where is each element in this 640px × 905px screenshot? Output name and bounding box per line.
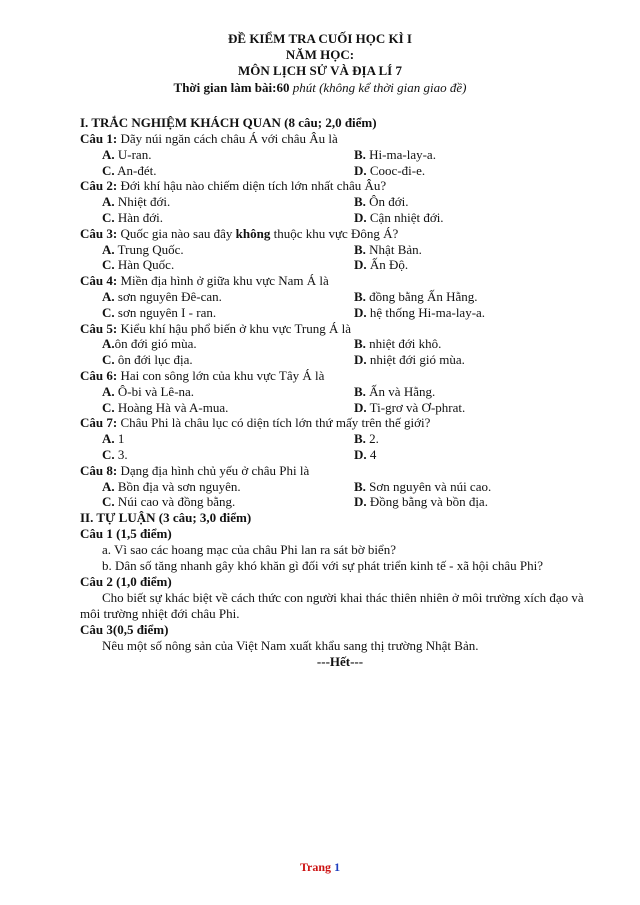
exam-header	[0, 31, 640, 96]
time-note: phút (không kể thời gian giao đề)	[289, 80, 467, 95]
exam-content	[80, 115, 600, 670]
page-number: 1	[334, 860, 341, 874]
option-c	[102, 210, 354, 226]
option-letter: C.	[102, 352, 115, 368]
option-text: Trung Quốc.	[114, 241, 184, 257]
option-letter: D.	[354, 494, 367, 510]
option-letter: A.	[102, 431, 115, 447]
option-a	[102, 289, 354, 305]
option-text: Hàn đới.	[114, 209, 164, 225]
option-text: 4	[366, 446, 377, 462]
subject-title: MÔN LỊCH SỬ VÀ ĐỊA LÍ 7	[238, 63, 402, 78]
option-letter: B.	[354, 288, 366, 304]
essay-question-1-title: Câu 1 (1,5 điểm)	[80, 526, 172, 542]
question-text: Miền địa hình ở giữa khu vực Nam Á là	[117, 273, 329, 289]
option-c	[102, 447, 354, 463]
option-letter: C.	[102, 399, 115, 415]
option-letter: C.	[102, 162, 115, 178]
question-5	[80, 321, 600, 337]
question-number: Câu 6:	[80, 367, 118, 383]
option-a	[102, 147, 354, 163]
option-c	[102, 400, 354, 416]
option-b	[354, 147, 622, 163]
question-4	[80, 273, 600, 289]
question-text: Hai con sông lớn của khu vực Tây Á là	[117, 367, 325, 383]
option-text: An-đét.	[114, 162, 157, 178]
option-text: Núi cao và đồng bằng.	[114, 494, 236, 510]
option-text: Nhật Bản.	[365, 241, 422, 257]
option-text: Ti-grơ và Ơ-phrat.	[366, 399, 466, 415]
question-number: Câu 7:	[80, 415, 118, 431]
option-letter: B.	[354, 383, 366, 399]
option-a	[102, 479, 354, 495]
option-b	[354, 479, 622, 495]
option-text: Ấn Độ.	[366, 257, 409, 273]
option-text: 3.	[114, 446, 128, 462]
option-a	[102, 242, 354, 258]
option-text: Ôn đới.	[365, 194, 409, 210]
question-2	[80, 178, 600, 194]
question-6-options	[80, 384, 600, 416]
option-letter: A.	[102, 194, 115, 210]
essay-question-2-text: Cho biết sự khác biệt về cách thức con người khai thác thiên nhiên ở môi trường xích đạo và môi trường nhiệt đới châu Phi.	[80, 590, 584, 622]
page-footer	[0, 859, 640, 875]
option-letter: D.	[354, 162, 367, 178]
question-number: Câu 8:	[80, 462, 118, 478]
option-a	[102, 336, 354, 352]
option-b	[354, 194, 622, 210]
option-letter: C.	[102, 257, 115, 273]
question-6	[80, 368, 600, 384]
question-2-options	[80, 194, 600, 226]
question-3	[80, 226, 600, 242]
end-marker: ---Hết---	[316, 654, 364, 670]
option-letter: A.	[102, 478, 115, 494]
option-text: ôn đới lục địa.	[114, 352, 193, 368]
question-text-end: thuộc khu vực Đông Á?	[270, 225, 399, 241]
option-text: 1	[114, 431, 125, 447]
option-text: Ô-bi và Lê-na.	[114, 383, 195, 399]
essay-question-1a: a. Vì sao các hoang mạc của châu Phi lan ra sát bờ biển?	[102, 542, 396, 558]
option-letter: A.	[102, 383, 115, 399]
option-letter: B.	[354, 336, 366, 352]
question-emphasis: không	[235, 225, 271, 241]
option-letter: D.	[354, 257, 367, 273]
question-number: Câu 2:	[80, 178, 118, 194]
option-letter: C.	[102, 446, 115, 462]
option-b	[354, 384, 622, 400]
question-7-options	[80, 431, 600, 463]
option-b	[354, 431, 622, 447]
question-3-options	[80, 242, 600, 274]
option-a	[102, 194, 354, 210]
question-text: Quốc gia nào sau đây	[117, 225, 236, 241]
question-4-options	[80, 289, 600, 321]
question-8	[80, 463, 600, 479]
option-text: Hoàng Hà và A-mua.	[114, 399, 229, 415]
option-text: ôn đới gió mùa.	[114, 336, 197, 352]
question-1	[80, 131, 600, 147]
option-d	[354, 494, 622, 510]
option-b	[354, 336, 622, 352]
time-label: Thời gian làm bài:60	[173, 80, 290, 95]
question-5-options	[80, 336, 600, 368]
option-text: Cận nhiệt đới.	[366, 209, 444, 225]
page-label: Trang	[299, 860, 335, 874]
question-text: Dạng địa hình chủ yếu ở châu Phi là	[117, 462, 310, 478]
section-multiple-choice-title: I. TRẮC NGHIỆM KHÁCH QUAN (8 câu; 2,0 điểm)	[80, 115, 377, 130]
option-letter: A.	[102, 146, 115, 162]
option-letter: B.	[354, 241, 366, 257]
question-text: Dãy núi ngăn cách châu Á với châu Âu là	[117, 131, 338, 146]
option-d	[354, 352, 622, 368]
option-text: nhiệt đới gió mùa.	[366, 352, 465, 368]
option-text: U-ran.	[114, 146, 152, 162]
option-text: đồng bằng Ấn Hằng.	[365, 288, 478, 304]
option-text: Ấn và Hằng.	[365, 383, 436, 399]
option-letter: B.	[354, 431, 366, 447]
option-letter: D.	[354, 304, 367, 320]
option-letter: A.	[102, 241, 115, 257]
option-letter: A.	[102, 288, 115, 304]
option-text: sơn nguyên Đê-can.	[114, 288, 222, 304]
option-text: nhiệt đới khô.	[365, 336, 442, 352]
essay-question-3-title: Câu 3(0,5 điểm)	[80, 622, 169, 638]
option-d	[354, 163, 622, 179]
option-d	[354, 257, 622, 273]
option-d	[354, 447, 622, 463]
question-text: Đới khí hậu nào chiếm diện tích lớn nhất châu Âu?	[117, 178, 387, 194]
school-year: NĂM HỌC:	[285, 47, 355, 62]
option-text: Hi-ma-lay-a.	[365, 146, 436, 162]
option-text: Cooc-đi-e.	[366, 162, 426, 178]
option-a	[102, 431, 354, 447]
exam-title: ĐỀ KIỂM TRA CUỐI HỌC KÌ I	[228, 31, 412, 46]
option-letter: B.	[354, 146, 366, 162]
question-number: Câu 3:	[80, 225, 118, 241]
question-1-options	[80, 147, 600, 179]
option-letter: B.	[354, 194, 366, 210]
option-text: hệ thống Hi-ma-lay-a.	[366, 304, 486, 320]
section-essay-title: II. TỰ LUẬN (3 câu; 3,0 điểm)	[80, 510, 252, 526]
option-b	[354, 289, 622, 305]
question-number: Câu 4:	[80, 273, 118, 289]
option-b	[354, 242, 622, 258]
option-c	[102, 352, 354, 368]
option-d	[354, 305, 622, 321]
option-text: sơn nguyên I - ran.	[114, 304, 217, 320]
option-text: Hàn Quốc.	[114, 257, 175, 273]
option-text: Sơn nguyên và núi cao.	[365, 478, 492, 494]
option-letter: C.	[102, 494, 115, 510]
option-text: Nhiệt đới.	[114, 194, 171, 210]
question-7	[80, 415, 600, 431]
question-8-options	[80, 479, 600, 511]
option-d	[354, 400, 622, 416]
question-text: Kiểu khí hậu phổ biến ở khu vực Trung Á là	[117, 320, 352, 336]
option-letter: A.	[102, 336, 115, 352]
option-letter: B.	[354, 478, 366, 494]
option-letter: D.	[354, 209, 367, 225]
question-text: Châu Phi là châu lục có diện tích lớn thứ mấy trên thế giới?	[117, 415, 431, 431]
option-letter: C.	[102, 209, 115, 225]
option-text: Bồn địa và sơn nguyên.	[114, 478, 241, 494]
question-number: Câu 1:	[80, 131, 118, 146]
option-text: Đồng bằng và bồn địa.	[366, 494, 488, 510]
option-c	[102, 163, 354, 179]
time-line	[0, 80, 640, 96]
option-text: 2.	[365, 431, 379, 447]
option-letter: D.	[354, 446, 367, 462]
essay-question-2-title: Câu 2 (1,0 điểm)	[80, 574, 172, 590]
essay-question-1b: b. Dân số tăng nhanh gây khó khăn gì đối với sự phát triển kinh tế - xã hội châu Phi?	[102, 558, 544, 574]
option-d	[354, 210, 622, 226]
option-c	[102, 305, 354, 321]
option-letter: D.	[354, 399, 367, 415]
option-letter: D.	[354, 352, 367, 368]
option-letter: C.	[102, 304, 115, 320]
option-c	[102, 494, 354, 510]
option-a	[102, 384, 354, 400]
question-number: Câu 5:	[80, 320, 118, 336]
option-c	[102, 257, 354, 273]
essay-question-3-text: Nêu một số nông sản của Việt Nam xuất khẩu sang thị trường Nhật Bản.	[102, 638, 479, 654]
